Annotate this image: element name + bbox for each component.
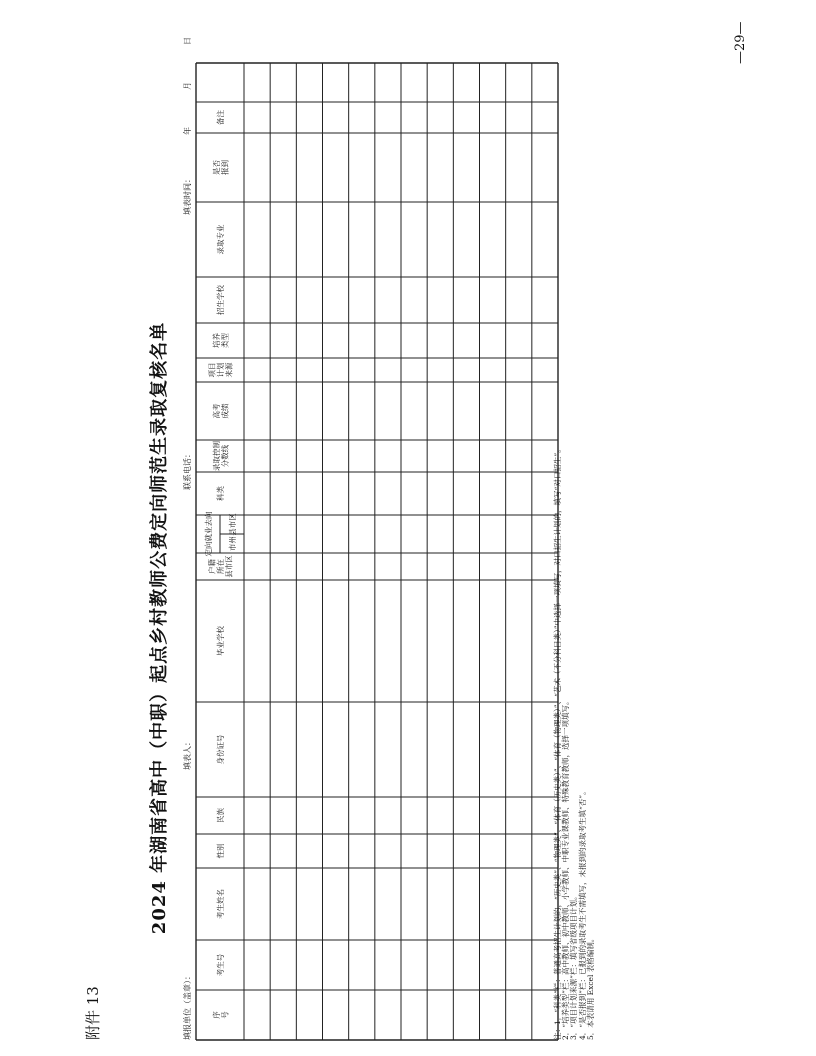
column-header-score: 高考成绩	[211, 403, 230, 419]
note-3: 3．“项目计划来源”栏：填写省级项目计划。	[569, 892, 579, 1040]
column-header-remark: 备注	[216, 110, 225, 125]
filler-label: 填表人：	[183, 738, 192, 770]
note-2: 2．“培养类型”栏：高中教师、初中教师、小学教师、中职专业课教师、特殊教育教师，选择一项填写。	[561, 697, 571, 1040]
column-header-ethnicity: 民族	[216, 808, 225, 823]
column-subheader-county: 县市区	[228, 513, 237, 536]
month-label: 月	[183, 82, 192, 90]
column-header-cutoff: 录取控制分数线	[211, 441, 230, 471]
column-header-exam_no: 考生号	[216, 953, 225, 977]
day-label: 日	[183, 37, 192, 45]
column-header-direction: 定向就业去向	[204, 511, 213, 557]
note-1: 注：1．“科类”栏：普通高考招生计划的，“历史类”、“物理类”、“体育（历史类）”、“体育（物理类）”、“艺术（不分科目类）”中选择一项填写，对口招生计划的，填写“对口招生”。	[553, 445, 562, 1040]
column-header-school: 招生学校	[216, 285, 225, 315]
column-header-train_type: 培养类型	[211, 333, 230, 348]
column-header-plan_source: 项目计划来源	[207, 362, 234, 378]
column-header-gender: 性别	[216, 843, 225, 859]
attachment-label: 附件 13	[84, 986, 102, 1040]
note-4: 4．“是否报到”栏：已报到的录取考生不需填写，未报到的录取考生填“否”。	[577, 787, 587, 1040]
column-header-major: 录取专业	[216, 224, 225, 255]
page-title: 2024 年湖南省高中（中职）起点乡村教师公费定向师范生录取复核名单	[149, 321, 170, 935]
column-header-seq: 序号	[211, 1011, 230, 1019]
column-header-residence: 户籍所在县市区	[207, 555, 234, 578]
notes-block	[553, 445, 595, 1040]
note-5: 5．本表请用 Excel 表格编制。	[585, 934, 595, 1040]
date-label: 填表时间：	[183, 175, 192, 215]
column-header-name: 考生姓名	[216, 889, 225, 919]
column-subheader-city: 市州	[228, 536, 237, 551]
column-header-reported: 是否报到	[211, 160, 230, 175]
year-label: 年	[183, 127, 192, 135]
phone-label: 联系电话：	[183, 450, 192, 490]
column-header-subject: 科类	[216, 486, 225, 501]
page-number: —29—	[733, 21, 748, 64]
column-header-grad_school: 毕业学校	[216, 626, 225, 656]
column-header-id_no: 身份证号	[216, 734, 225, 765]
unit-label: 填报单位（盖章）：	[183, 972, 192, 1040]
